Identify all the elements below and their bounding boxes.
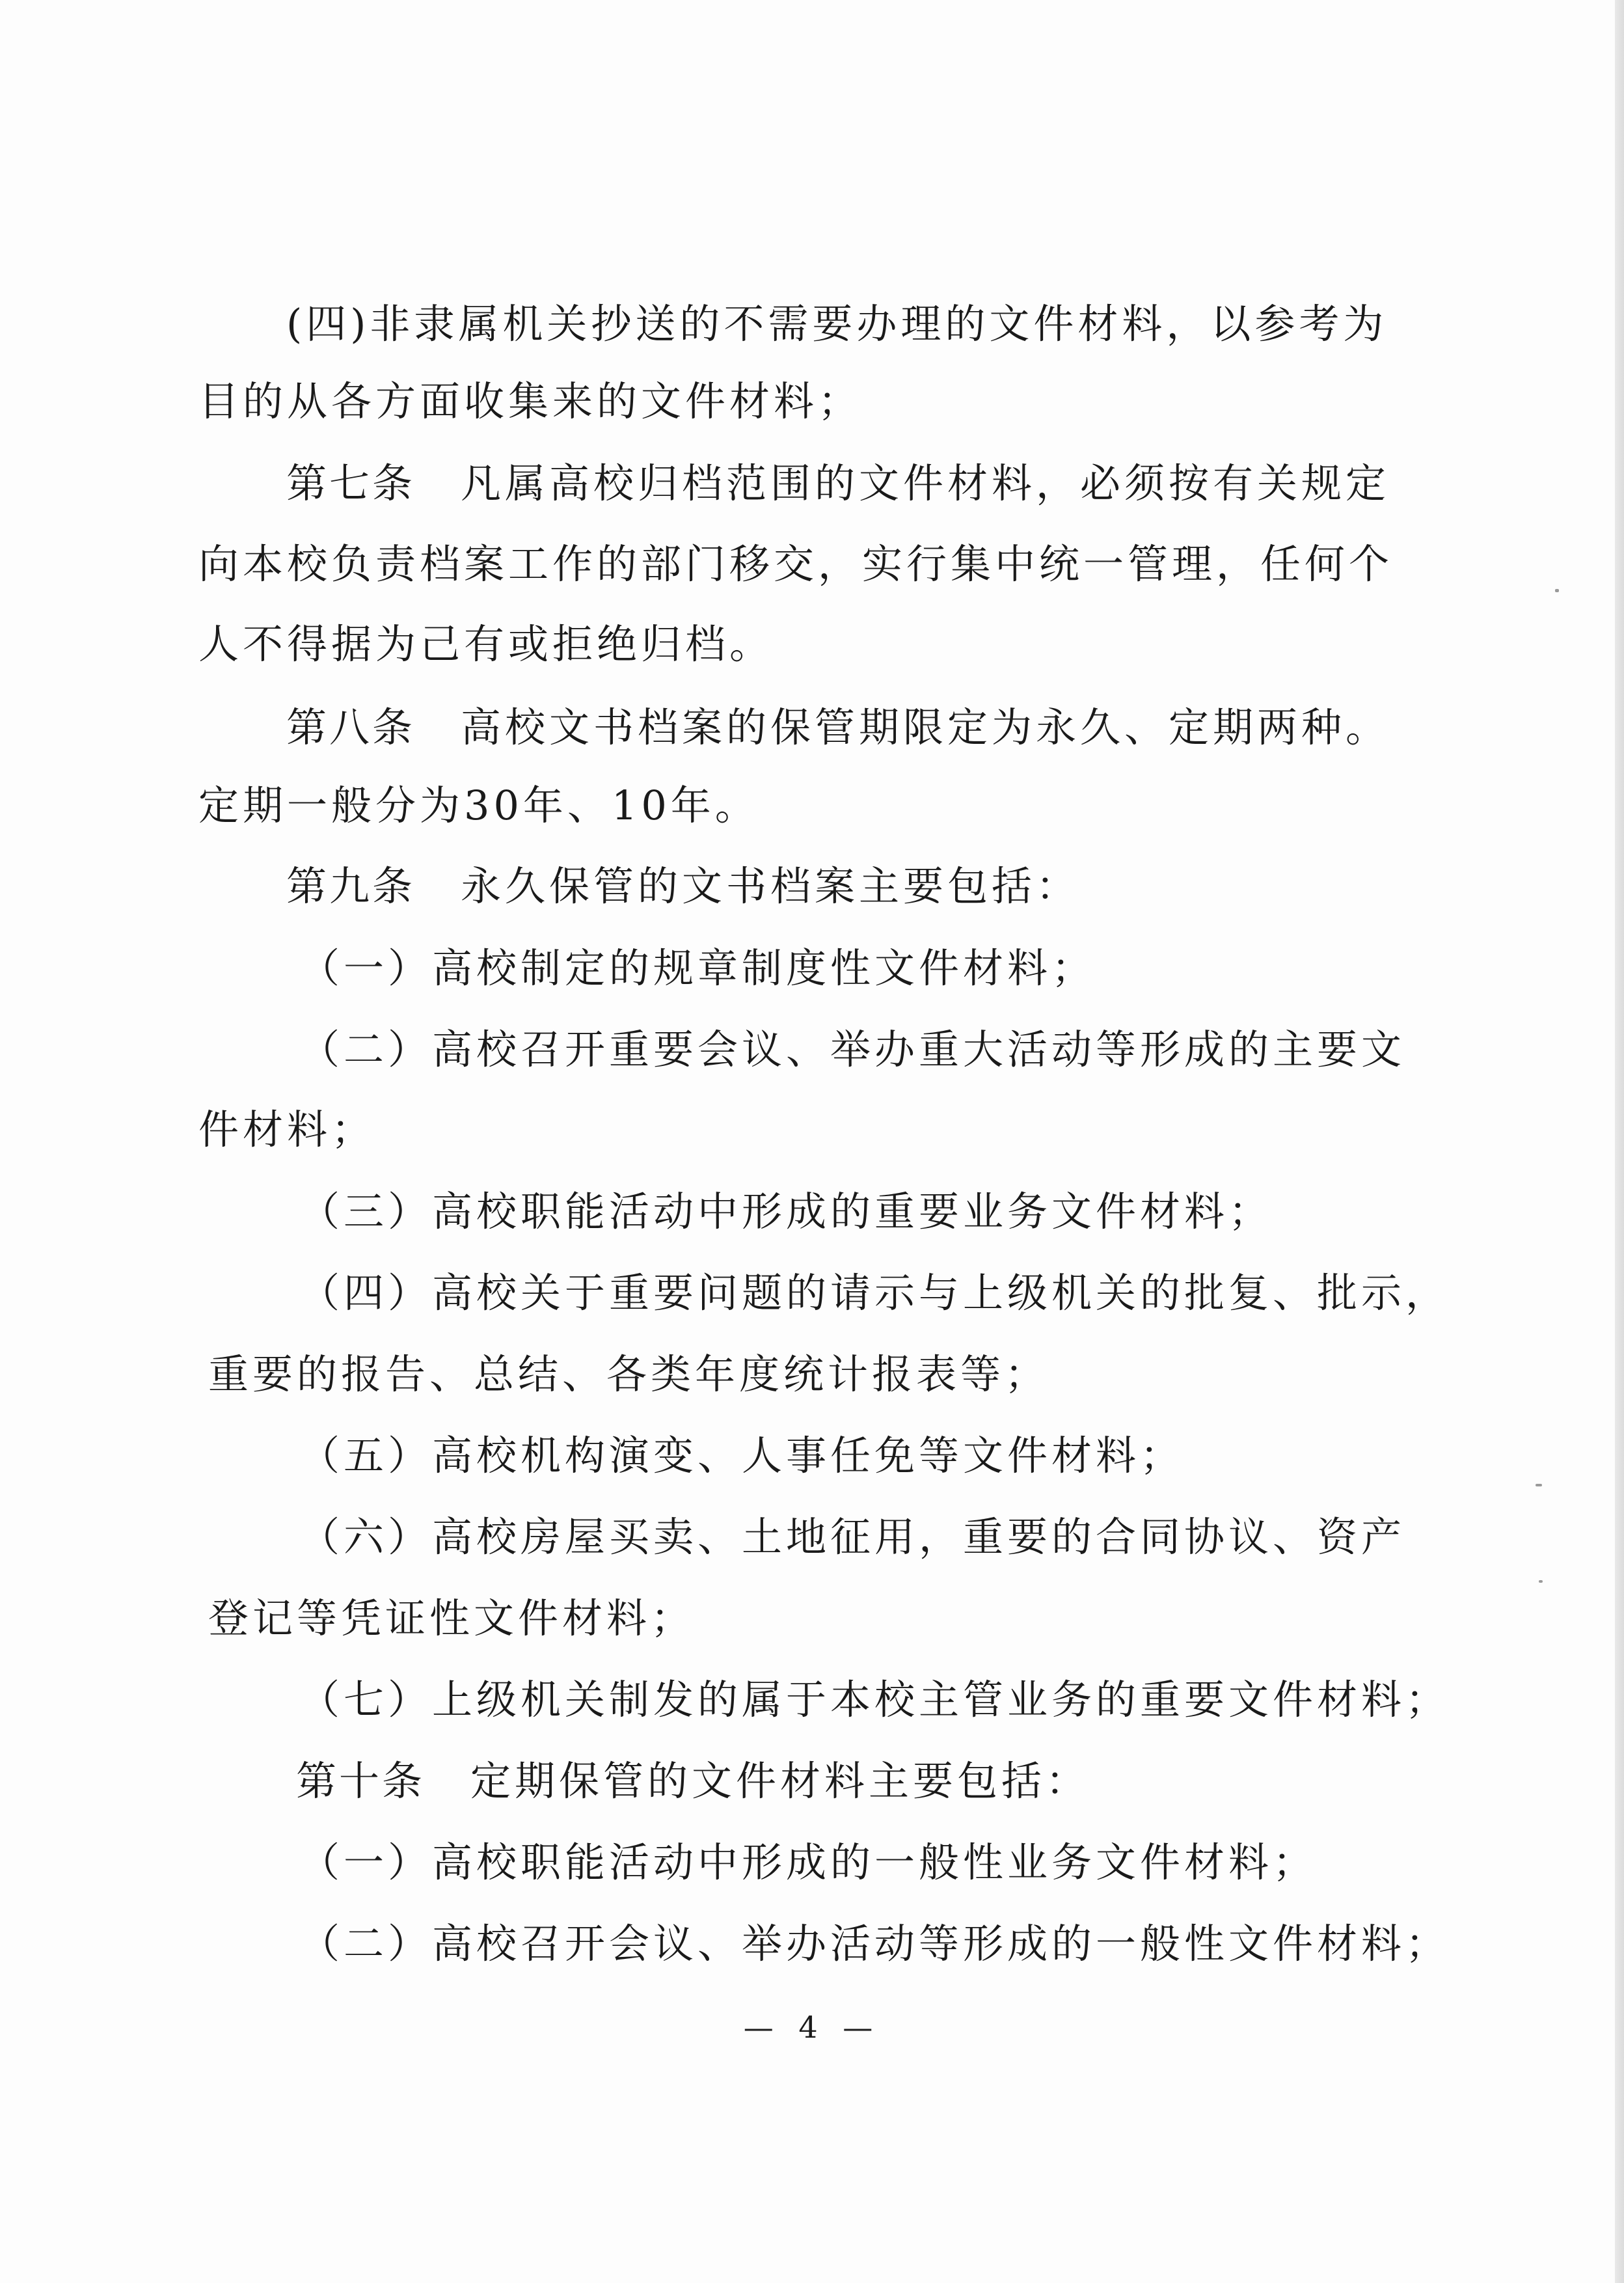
scan-speck — [1555, 589, 1559, 592]
text-line: 人不得据为己有或拒绝归档。 — [198, 620, 774, 668]
article-text: 定期保管的文件材料主要包括： — [470, 1757, 1090, 1805]
list-item: （五）高校机构演变、人事任免等文件材料； — [299, 1432, 1185, 1479]
list-item: （三）高校职能活动中形成的重要业务文件材料； — [299, 1188, 1273, 1235]
text-line: 件材料； — [198, 1106, 376, 1153]
list-item: （七）上级机关制发的属于本校主管业务的重要文件材料； — [299, 1676, 1450, 1723]
article-label: 第七条 — [286, 459, 416, 507]
text-line: 登记等凭证性文件材料； — [208, 1594, 696, 1642]
scan-edge — [1615, 0, 1624, 2283]
list-item: （一）高校职能活动中形成的一般性业务文件材料； — [299, 1839, 1318, 1886]
article-text: 永久保管的文书档案主要包括： — [461, 862, 1081, 910]
text-line: 向本校负责档案工作的部门移交，实行集中统一管理，任何个 — [198, 540, 1394, 588]
article-9 — [286, 860, 1080, 912]
article-7 — [286, 458, 1390, 510]
article-label: 第十条 — [296, 1757, 426, 1805]
article-8 — [286, 702, 1390, 754]
list-item: （一）高校制定的规章制度性文件材料； — [299, 944, 1096, 992]
scan-speck — [1536, 1484, 1542, 1486]
list-item: （二）高校召开会议、举办活动等形成的一般性文件材料； — [299, 1920, 1450, 1967]
article-label: 第八条 — [286, 704, 416, 751]
article-text: 高校文书档案的保管期限定为永久、定期两种。 — [461, 704, 1390, 751]
list-item: （四）高校关于重要问题的请示与上级机关的批复、批示， — [299, 1269, 1450, 1317]
article-10 — [296, 1755, 1090, 1807]
text-line: 定期一般分为30年、10年。 — [198, 782, 759, 829]
scan-speck — [1539, 1580, 1543, 1583]
text-line: (四)非隶属机关抄送的不需要办理的文件材料，以参考为 — [286, 300, 1388, 348]
list-item: （二）高校召开重要会议、举办重大活动等形成的主要文 — [299, 1026, 1406, 1073]
text-line: 目的从各方面收集来的文件材料； — [198, 377, 863, 425]
article-label: 第九条 — [286, 862, 416, 910]
text-line: 重要的报告、总结、各类年度统计报表等； — [208, 1350, 1049, 1398]
list-item: （六）高校房屋买卖、土地征用，重要的合同协议、资产 — [299, 1513, 1406, 1561]
article-text: 凡属高校归档范围的文件材料，必须按有关规定 — [461, 459, 1390, 507]
page-number: — 4 — — [743, 2010, 881, 2045]
